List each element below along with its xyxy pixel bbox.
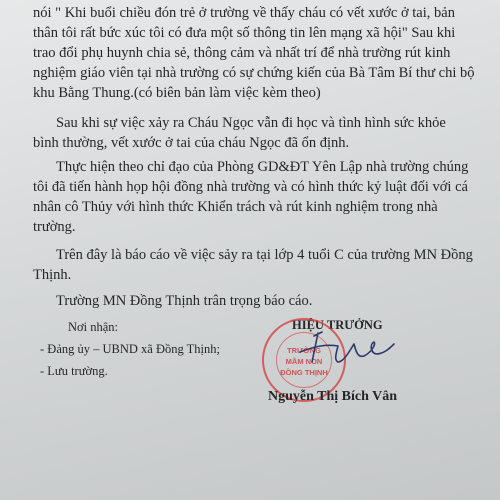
- signatory-name: Nguyễn Thị Bích Vân: [268, 389, 398, 404]
- signature-title: HIỆU TRƯỞNG: [292, 318, 383, 332]
- recipient-item: - Lưu trường.: [40, 364, 108, 378]
- body-line: nghiệm giáo viên tại nhà trường có sự chứng kiến của Bà Tâm Bí thư chi bộ: [33, 65, 475, 81]
- body-line: trường.: [33, 219, 76, 235]
- recipient-item: - Đảng ủy – UBND xã Đồng Thịnh;: [40, 342, 220, 356]
- body-line: trao đổi phụ huynh chia sẻ, thông cảm và nhất trí để nhà trường rút kinh: [33, 45, 451, 61]
- body-line: thân tôi rất bức xúc tôi có đưa một số thông tin lên mạng xã hội" Sau khi: [33, 25, 456, 41]
- body-line: tôi đã tiến hành họp hội đồng nhà trường và có hình thức kỷ luật đối với cá: [33, 179, 468, 195]
- body-line: Thịnh.: [33, 267, 72, 283]
- body-line: Sau khi sự việc xảy ra Cháu Ngọc vẫn đi học và tình hình sức khỏe: [56, 115, 446, 131]
- body-line: Trên đây là báo cáo về việc sảy ra tại lớp 4 tuổi C của trường MN Đồng: [56, 247, 473, 263]
- stamp-text: TRƯỜNG: [287, 346, 321, 355]
- recipients-heading: Nơi nhận:: [68, 320, 119, 334]
- body-line: nhân cô Thủy với hình thức Khiển trách và rút kinh nghiệm trong nhà: [33, 199, 438, 215]
- stamp-text: MẦM NON: [285, 357, 323, 366]
- body-line: Thực hiện theo chỉ đạo của Phòng GD&ĐT Yên Lập nhà trường chúng: [56, 159, 469, 175]
- body-line: bình thường, vết xước ở tai của cháu Ngọc đã ổn định.: [33, 135, 350, 151]
- handwritten-signature: [292, 322, 402, 372]
- body-line: khu Bằng Thung.(có biên bản làm việc kèm theo): [33, 85, 321, 101]
- closing-line: Trường MN Đồng Thịnh trân trọng báo cáo.: [56, 293, 313, 309]
- body-line: nói " Khi buổi chiều đón trẻ ở trường về thấy cháu có vết xước ở tai, bản: [33, 5, 455, 21]
- stamp-text: ĐỒNG THỊNH: [280, 368, 328, 377]
